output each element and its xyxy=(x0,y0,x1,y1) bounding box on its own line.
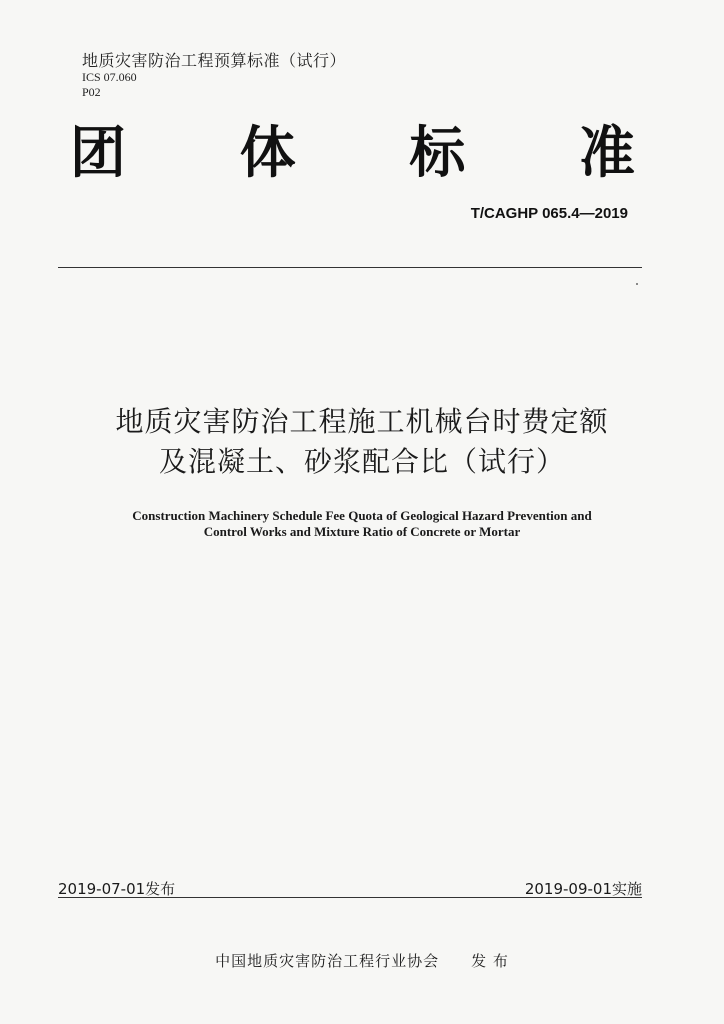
english-title xyxy=(0,508,724,540)
chinese-title-line-1: 地质灾害防治工程施工机械台时费定额 xyxy=(115,405,609,438)
publisher-action: 发 布 xyxy=(471,952,509,970)
chinese-title xyxy=(0,402,724,482)
standard-number: T/CAGHP 065.4—2019 xyxy=(470,205,628,222)
standard-type-char: 团 xyxy=(70,121,126,186)
publisher-line xyxy=(0,950,724,971)
standard-type-heading xyxy=(70,122,635,186)
standard-type-char: 准 xyxy=(578,121,635,186)
series-title: 地质灾害防治工程预算标准（试行） xyxy=(82,51,347,70)
english-title-line-1: Construction Machinery Schedule Fee Quota of Geological Hazard Prevention and xyxy=(132,508,592,523)
publisher-name: 中国地质灾害防治工程行业协会 xyxy=(215,952,440,970)
chinese-title-line-2: 及混凝土、砂浆配合比（试行） xyxy=(158,445,565,478)
implementation-date: 2019-09-01实施 xyxy=(524,880,642,898)
ics-code: ICS 07.060 xyxy=(82,70,137,84)
top-divider xyxy=(58,267,642,268)
ccs-code: P02 xyxy=(82,85,101,99)
bottom-divider xyxy=(58,897,642,898)
issue-date: 2019-07-01发布 xyxy=(58,880,176,898)
dates-row xyxy=(58,878,642,899)
standard-type-char: 体 xyxy=(239,121,296,186)
standard-type-char: 标 xyxy=(409,121,466,186)
english-title-line-2: Control Works and Mixture Ratio of Concrete or Mortar xyxy=(203,524,521,539)
scan-speck xyxy=(636,283,638,285)
